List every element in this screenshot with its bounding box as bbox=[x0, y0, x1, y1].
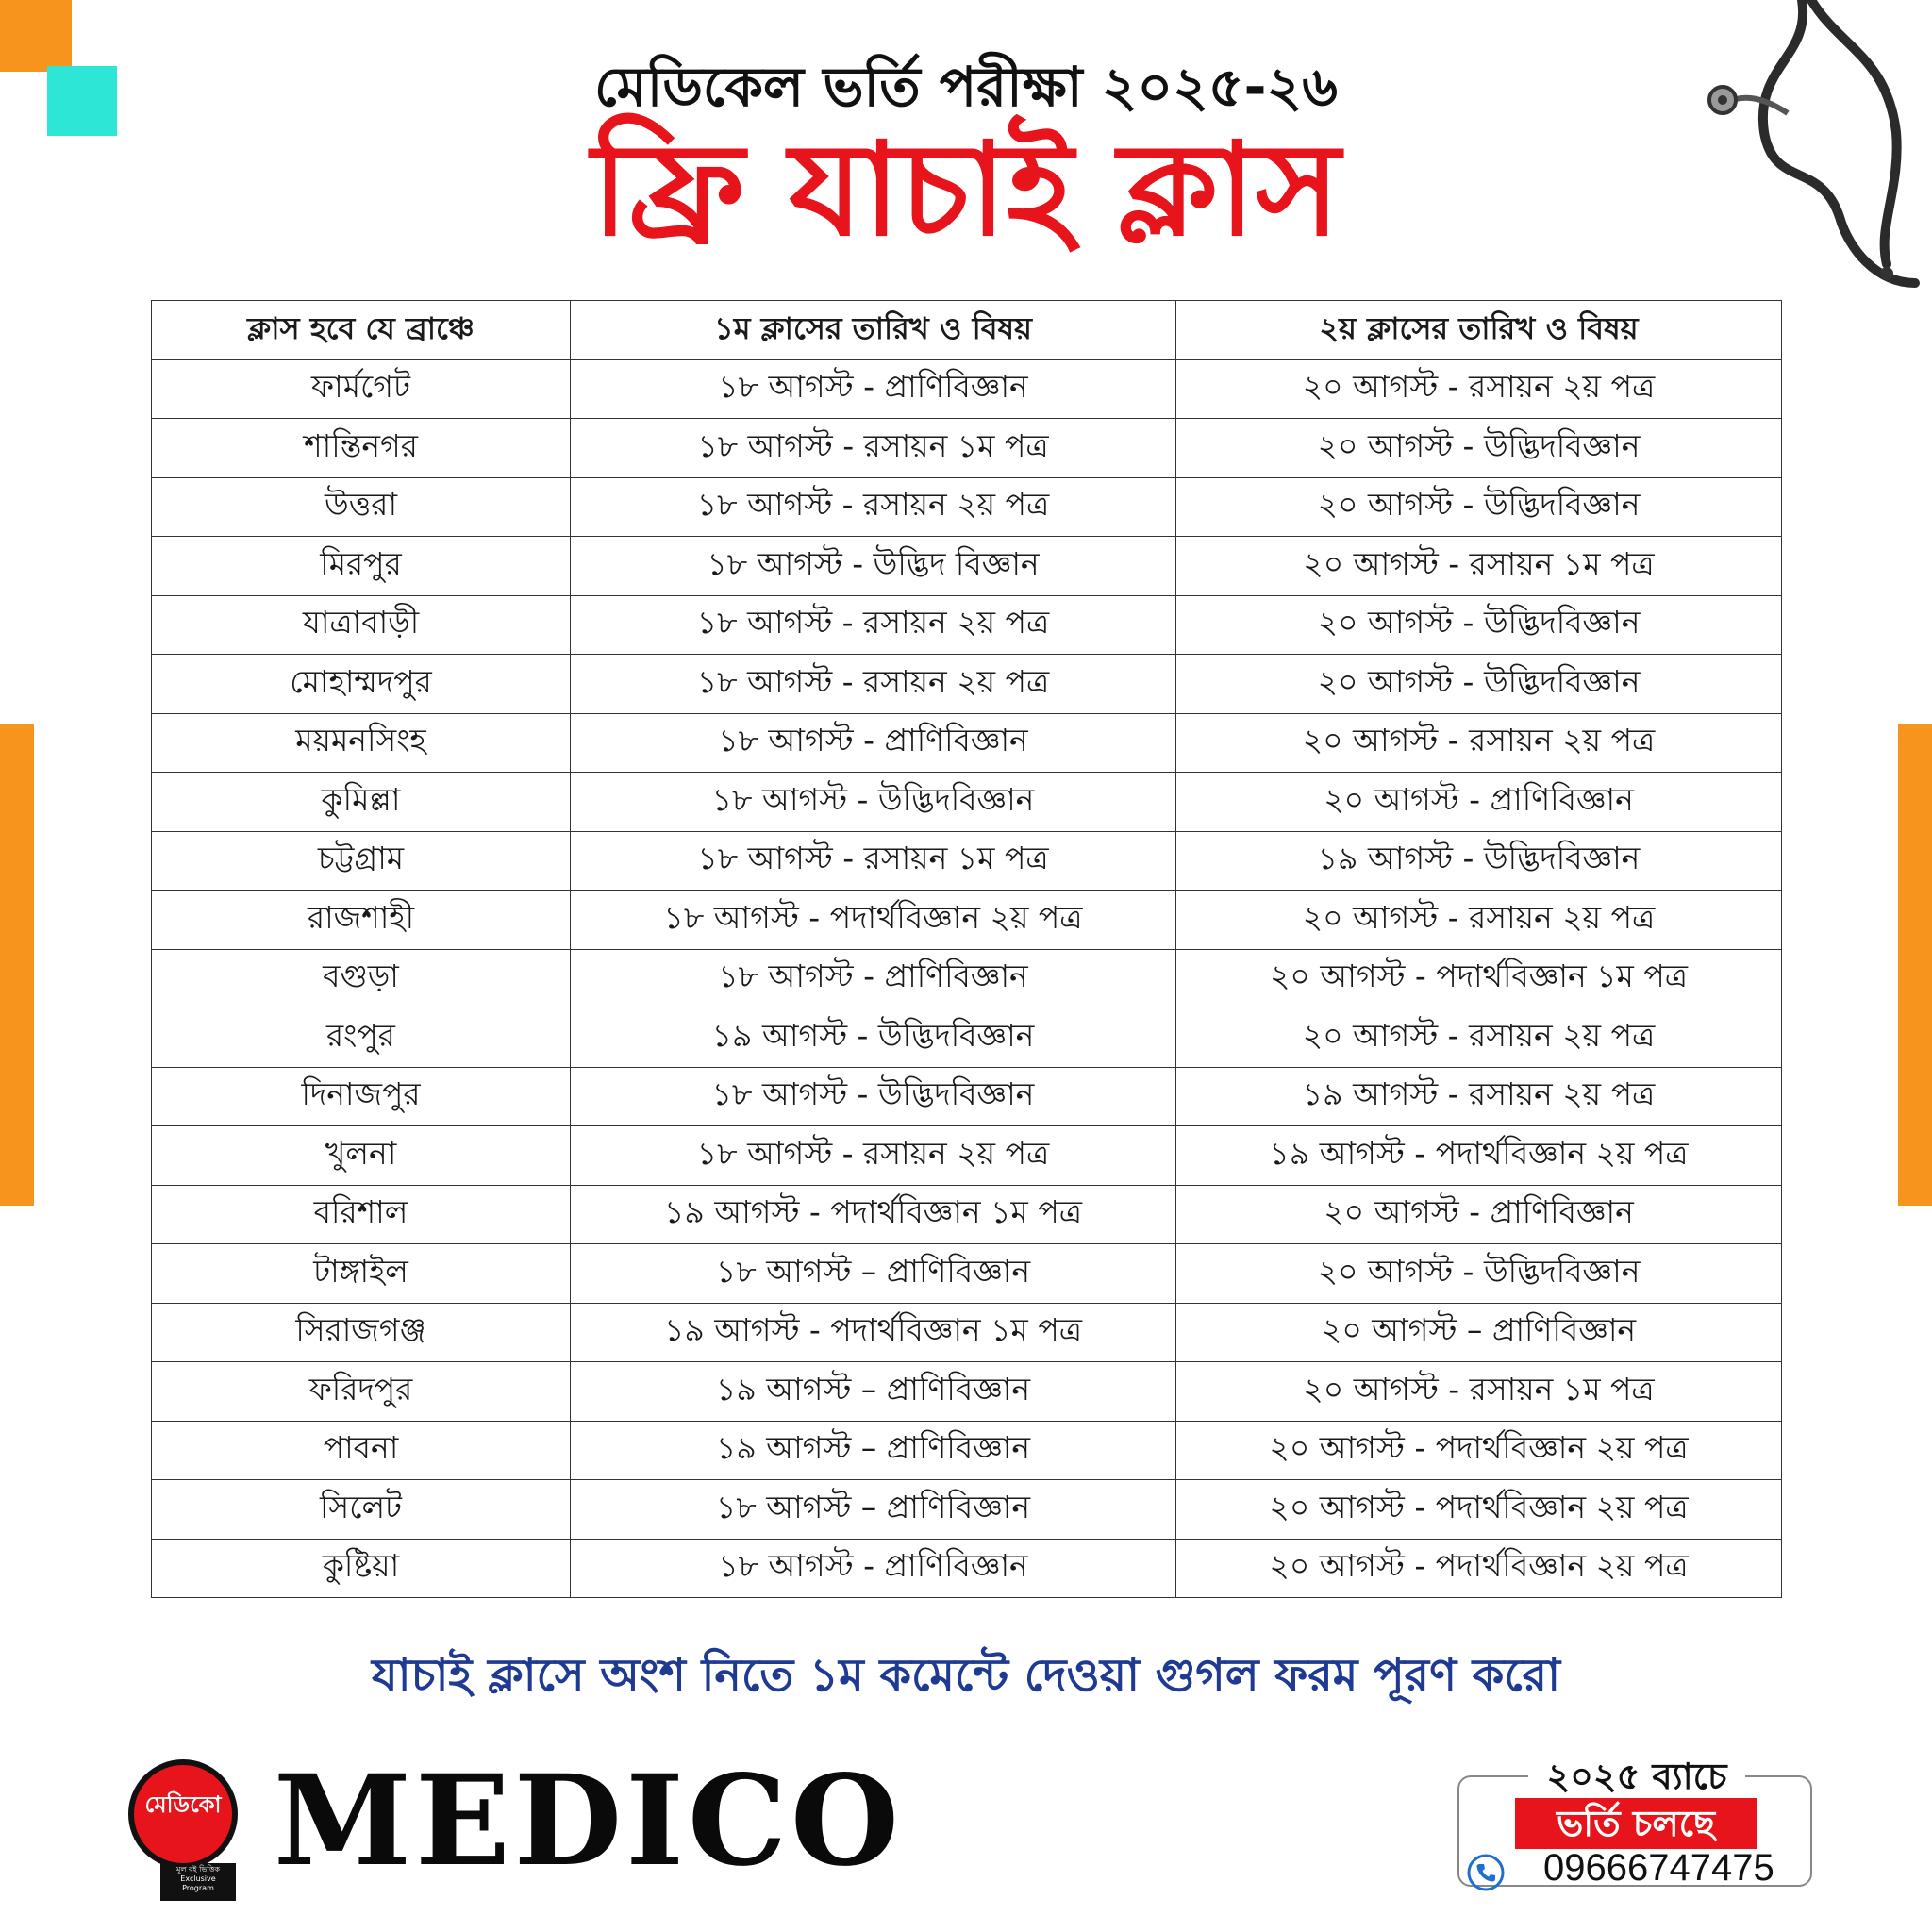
first-class-cell: ১৮ আগস্ট - রসায়ন ২য় পত্র bbox=[571, 655, 1176, 714]
logo-tagline-line2: Program bbox=[182, 1884, 214, 1892]
table-row bbox=[152, 1480, 1782, 1540]
branch-cell: সিলেট bbox=[152, 1480, 571, 1540]
second-class-cell: ২০ আগস্ট - প্রাণিবিজ্ঞান bbox=[1176, 1185, 1782, 1244]
second-class-cell: ২০ আগস্ট - উদ্ভিদবিজ্ঞান bbox=[1176, 655, 1782, 714]
first-class-cell: ১৮ আগস্ট - প্রাণিবিজ্ঞান bbox=[571, 1539, 1176, 1598]
page-title: ফ্রি যাচাই ক্লাস bbox=[591, 116, 1341, 265]
branch-cell: পাবনা bbox=[152, 1421, 571, 1480]
first-class-cell: ১৮ আগস্ট - রসায়ন ২য় পত্র bbox=[571, 477, 1176, 537]
branch-cell: বগুড়া bbox=[152, 949, 571, 1008]
first-class-cell: ১৮ আগস্ট - রসায়ন ১ম পত্র bbox=[571, 419, 1176, 478]
second-class-cell: ২০ আগস্ট - উদ্ভিদবিজ্ঞান bbox=[1176, 1244, 1782, 1304]
table-row bbox=[152, 1008, 1782, 1068]
second-class-cell: ২০ আগস্ট - প্রাণিবিজ্ঞান bbox=[1176, 773, 1782, 832]
first-class-cell: ১৯ আগস্ট - উদ্ভিদবিজ্ঞান bbox=[571, 1008, 1176, 1068]
branch-cell: রাজশাহী bbox=[152, 891, 571, 950]
second-class-cell: ২০ আগস্ট - রসায়ন ২য় পত্র bbox=[1176, 359, 1782, 419]
second-class-cell: ১৯ আগস্ট - রসায়ন ২য় পত্র bbox=[1176, 1067, 1782, 1126]
table-row bbox=[152, 595, 1782, 655]
header-second-class: ২য় ক্লাসের তারিখ ও বিষয় bbox=[1176, 301, 1782, 360]
second-class-cell: ২০ আগস্ট – প্রাণিবিজ্ঞান bbox=[1176, 1303, 1782, 1362]
first-class-cell: ১৯ আগস্ট – প্রাণিবিজ্ঞান bbox=[571, 1421, 1176, 1480]
second-class-cell: ২০ আগস্ট - রসায়ন ২য় পত্র bbox=[1176, 891, 1782, 950]
first-class-cell: ১৮ আগস্ট - প্রাণিবিজ্ঞান bbox=[571, 713, 1176, 773]
table-row bbox=[152, 1539, 1782, 1598]
branch-cell: ফার্মগেট bbox=[152, 359, 571, 419]
branch-cell: রংপুর bbox=[152, 1008, 571, 1068]
table-body bbox=[152, 359, 1782, 1598]
table-row bbox=[152, 1126, 1782, 1186]
table-row bbox=[152, 831, 1782, 891]
phone-icon bbox=[1467, 1854, 1505, 1891]
second-class-cell: ২০ আগস্ট - রসায়ন ২য় পত্র bbox=[1176, 1008, 1782, 1068]
table-row bbox=[152, 419, 1782, 478]
branch-cell: মোহাম্মদপুর bbox=[152, 655, 571, 714]
header-branch: ক্লাস হবে যে ব্রাঞ্চে bbox=[152, 301, 571, 360]
page-subtitle: মেডিকেল ভর্তি পরীক্ষা ২০২৫-২৬ bbox=[594, 55, 1338, 119]
branch-cell: মিরপুর bbox=[152, 537, 571, 596]
first-class-cell: ১৮ আগস্ট - রসায়ন ২য় পত্র bbox=[571, 1126, 1176, 1186]
table-row bbox=[152, 1185, 1782, 1244]
table-row bbox=[152, 891, 1782, 950]
second-class-cell: ২০ আগস্ট - উদ্ভিদবিজ্ঞান bbox=[1176, 477, 1782, 537]
branch-cell: টাঙ্গাইল bbox=[152, 1244, 571, 1304]
table-row bbox=[152, 949, 1782, 1008]
first-class-cell: ১৮ আগস্ট - উদ্ভিদবিজ্ঞান bbox=[571, 773, 1176, 832]
branch-cell: কুমিল্লা bbox=[152, 773, 571, 832]
decor-left-bar bbox=[0, 724, 34, 1206]
second-class-cell: ২০ আগস্ট - পদার্থবিজ্ঞান ১ম পত্র bbox=[1176, 949, 1782, 1008]
branch-cell: খুলনা bbox=[152, 1126, 571, 1186]
first-class-cell: ১৮ আগস্ট - উদ্ভিদবিজ্ঞান bbox=[571, 1067, 1176, 1126]
branch-cell: ময়মনসিংহ bbox=[152, 713, 571, 773]
table-row bbox=[152, 537, 1782, 596]
table-row bbox=[152, 1303, 1782, 1362]
table-header-row bbox=[152, 301, 1782, 360]
brand-wordmark: MEDICO bbox=[274, 1748, 903, 1894]
second-class-cell: ২০ আগস্ট - পদার্থবিজ্ঞান ২য় পত্র bbox=[1176, 1421, 1782, 1480]
second-class-cell: ২০ আগস্ট - রসায়ন ১ম পত্র bbox=[1176, 537, 1782, 596]
first-class-cell: ১৯ আগস্ট - পদার্থবিজ্ঞান ১ম পত্র bbox=[571, 1303, 1176, 1362]
second-class-cell: ২০ আগস্ট - পদার্থবিজ্ঞান ২য় পত্র bbox=[1176, 1539, 1782, 1598]
table-row bbox=[152, 773, 1782, 832]
table-row bbox=[152, 1067, 1782, 1126]
second-class-cell: ২০ আগস্ট - পদার্থবিজ্ঞান ২য় পত্র bbox=[1176, 1480, 1782, 1540]
first-class-cell: ১৮ আগস্ট - রসায়ন ২য় পত্র bbox=[571, 595, 1176, 655]
branch-cell: চট্টগ্রাম bbox=[152, 831, 571, 891]
logo-tagline-line1: Exclusive bbox=[180, 1874, 216, 1883]
first-class-cell: ১৮ আগস্ট - উদ্ভিদ বিজ্ঞান bbox=[571, 537, 1176, 596]
first-class-cell: ১৮ আগস্ট - পদার্থবিজ্ঞান ২য় পত্র bbox=[571, 891, 1176, 950]
decor-right-bar bbox=[1898, 724, 1932, 1206]
cta-text: যাচাই ক্লাসে অংশ নিতে ১ম কমেন্টে দেওয়া গুগল ফরম পূরণ করো bbox=[372, 1649, 1560, 1702]
branch-cell: দিনাজপুর bbox=[152, 1067, 571, 1126]
table-row bbox=[152, 359, 1782, 419]
header-first-class: ১ম ক্লাসের তারিখ ও বিষয় bbox=[571, 301, 1176, 360]
batch-label: ২০২৫ ব্যাচে bbox=[1528, 1749, 1745, 1796]
first-class-cell: ১৮ আগস্ট – প্রাণিবিজ্ঞান bbox=[571, 1480, 1176, 1540]
second-class-cell: ২০ আগস্ট - উদ্ভিদবিজ্ঞান bbox=[1176, 595, 1782, 655]
logo-tagline-bangla: মূল বই ভিত্তিক bbox=[176, 1865, 220, 1874]
second-class-cell: ১৯ আগস্ট - পদার্থবিজ্ঞান ২য় পত্র bbox=[1176, 1126, 1782, 1186]
table-row bbox=[152, 1244, 1782, 1304]
branch-cell: শান্তিনগর bbox=[152, 419, 571, 478]
table-row bbox=[152, 713, 1782, 773]
table-row bbox=[152, 655, 1782, 714]
branch-cell: কুষ্টিয়া bbox=[152, 1539, 571, 1598]
branch-cell: উত্তরা bbox=[152, 477, 571, 537]
admission-badge: ভর্তি চলছে bbox=[1515, 1798, 1757, 1849]
first-class-cell: ১৮ আগস্ট - প্রাণিবিজ্ঞান bbox=[571, 359, 1176, 419]
logo-tagline bbox=[160, 1863, 236, 1901]
second-class-cell: ২০ আগস্ট - রসায়ন ২য় পত্র bbox=[1176, 713, 1782, 773]
first-class-cell: ১৮ আগস্ট - রসায়ন ১ম পত্র bbox=[571, 831, 1176, 891]
second-class-cell: ২০ আগস্ট - রসায়ন ১ম পত্র bbox=[1176, 1362, 1782, 1422]
medico-logo bbox=[123, 1750, 245, 1901]
first-class-cell: ১৮ আগস্ট – প্রাণিবিজ্ঞান bbox=[571, 1244, 1176, 1304]
second-class-cell: ১৯ আগস্ট - উদ্ভিদবিজ্ঞান bbox=[1176, 831, 1782, 891]
table-row bbox=[152, 1362, 1782, 1422]
first-class-cell: ১৮ আগস্ট - প্রাণিবিজ্ঞান bbox=[571, 949, 1176, 1008]
branch-cell: যাত্রাবাড়ী bbox=[152, 595, 571, 655]
first-class-cell: ১৯ আগস্ট – প্রাণিবিজ্ঞান bbox=[571, 1362, 1176, 1422]
phone-number: 09666747475 bbox=[1543, 1847, 1774, 1889]
logo-text: মেডিকো bbox=[144, 1791, 222, 1818]
table-row bbox=[152, 1421, 1782, 1480]
table-row bbox=[152, 477, 1782, 537]
branch-cell: বরিশাল bbox=[152, 1185, 571, 1244]
schedule-table bbox=[151, 300, 1782, 1598]
branch-cell: ফরিদপুর bbox=[152, 1362, 571, 1422]
branch-cell: সিরাজগঞ্জ bbox=[152, 1303, 571, 1362]
second-class-cell: ২০ আগস্ট - উদ্ভিদবিজ্ঞান bbox=[1176, 419, 1782, 478]
first-class-cell: ১৯ আগস্ট - পদার্থবিজ্ঞান ১ম পত্র bbox=[571, 1185, 1176, 1244]
